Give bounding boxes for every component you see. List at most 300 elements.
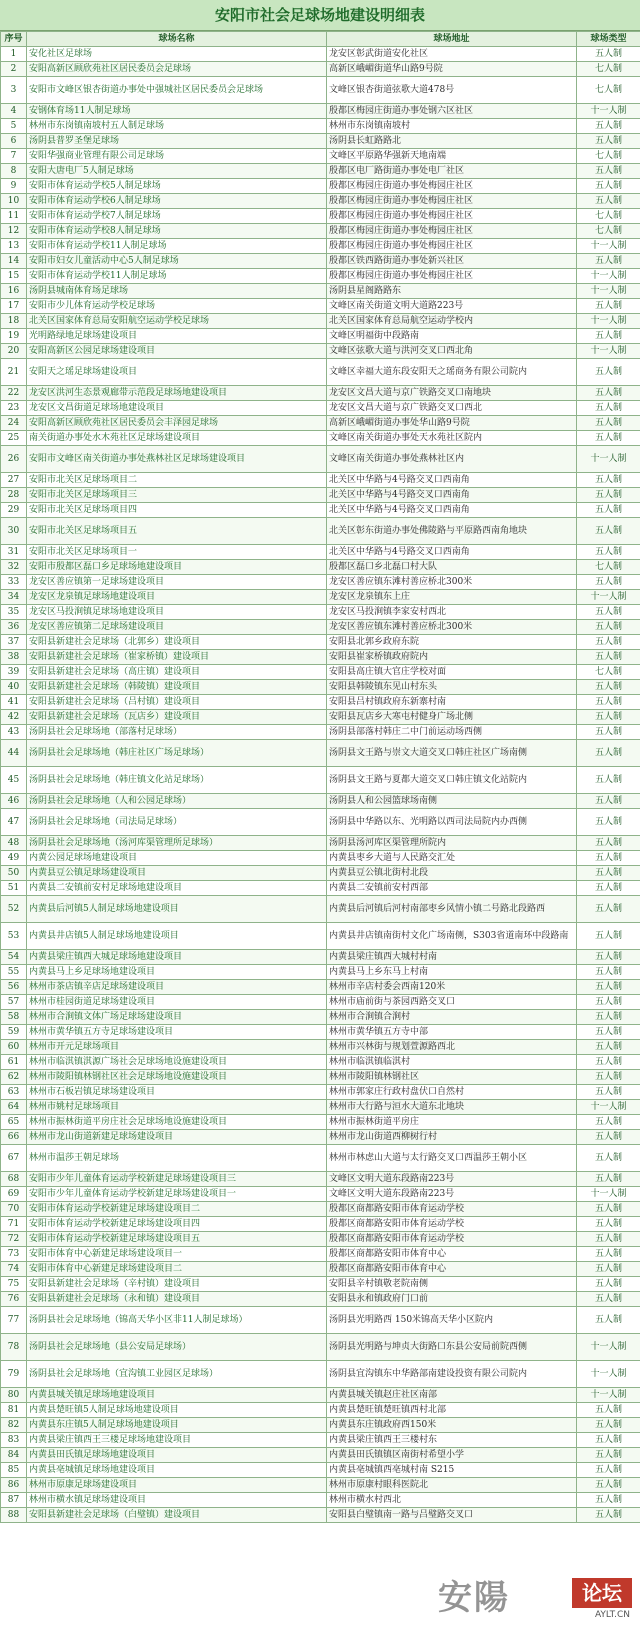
stadium-address: 殷都区商都路安阳市体育中心: [327, 1247, 577, 1262]
row-number: 20: [1, 344, 27, 359]
stadium-name: 林州市合涧镇文体广场足球场建设项目: [27, 1010, 327, 1025]
stadium-type: 五人制: [577, 401, 640, 416]
row-number: 55: [1, 965, 27, 980]
stadium-type: 五人制: [577, 416, 640, 431]
stadium-name: 安阳县新建社会足球场（白璧镇）建设项目: [27, 1508, 327, 1523]
row-number: 15: [1, 269, 27, 284]
stadium-address: 北关区中华路与4号路交叉口西南角: [327, 545, 577, 560]
header-no: 序号: [1, 32, 27, 47]
row-number: 32: [1, 560, 27, 575]
stadium-type: 五人制: [577, 1292, 640, 1307]
stadium-type: 五人制: [577, 575, 640, 590]
row-number: 57: [1, 995, 27, 1010]
stadium-type: 十一人制: [577, 284, 640, 299]
row-number: 34: [1, 590, 27, 605]
stadium-name: 林州市石板岩镇足球场建设项目: [27, 1085, 327, 1100]
stadium-address: 林州市合涧镇合涧村: [327, 1010, 577, 1025]
header-type: 球场类型: [577, 32, 640, 47]
stadium-address: 安阳县崔家桥镇政府院内: [327, 650, 577, 665]
row-number: 53: [1, 923, 27, 950]
row-number: 75: [1, 1277, 27, 1292]
stadium-name: 汤阴县社会足球场地（锦高天华小区非11人制足球场）: [27, 1307, 327, 1334]
row-number: 71: [1, 1217, 27, 1232]
row-number: 69: [1, 1187, 27, 1202]
stadium-name: 汤阴县社会足球场地（县公安局足球场）: [27, 1334, 327, 1361]
stadium-type: 五人制: [577, 1247, 640, 1262]
stadium-type: 五人制: [577, 1172, 640, 1187]
row-number: 81: [1, 1403, 27, 1418]
stadium-name: 安阳市体育中心新建足球场建设项目二: [27, 1262, 327, 1277]
stadium-type: 五人制: [577, 950, 640, 965]
stadium-type: 五人制: [577, 431, 640, 446]
watermark-url: AYLT.CN: [594, 1610, 630, 1620]
stadium-address: 汤阴县光明路西 150米锦高天华小区院内: [327, 1307, 577, 1334]
table-row: [1, 1232, 640, 1247]
stadium-type: 五人制: [577, 1493, 640, 1508]
table-row: [1, 77, 640, 104]
forum-watermark: [438, 1570, 638, 1626]
stadium-address: 汤阴县文王路与夏都大道交叉口韩庄镇文化站院内: [327, 767, 577, 794]
stadium-type: 五人制: [577, 1115, 640, 1130]
stadium-type: 五人制: [577, 1478, 640, 1493]
stadium-type: 五人制: [577, 650, 640, 665]
stadium-address: 殷都区磊口乡北磊口村大队: [327, 560, 577, 575]
stadium-address: 汤阴县人和公园篮球场南侧: [327, 794, 577, 809]
table-row: [1, 980, 640, 995]
stadium-type: 五人制: [577, 254, 640, 269]
table-row: [1, 725, 640, 740]
header-name: 球场名称: [27, 32, 327, 47]
stadium-address: 文峰区弦歌大道与洪河交叉口西北角: [327, 344, 577, 359]
stadium-name: 安阳天之瑶足球场建设项目: [27, 359, 327, 386]
stadium-address: 内黄县豆公镇北街村北段: [327, 866, 577, 881]
stadium-name: 内黄县梁庄镇西王三楼足球场地建设项目: [27, 1433, 327, 1448]
stadium-address: 安阳县高庄镇大官庄学校对面: [327, 665, 577, 680]
stadium-address: 文峰区幸福大道东段安阳天之瑶商务有限公司院内: [327, 359, 577, 386]
stadium-name: 安阳市少年儿童体育运动学校新建足球场建设项目一: [27, 1187, 327, 1202]
stadium-address: 内黄县东庄镇政府西150米: [327, 1418, 577, 1433]
stadium-type: 五人制: [577, 1448, 640, 1463]
table-row: [1, 329, 640, 344]
stadium-type: 五人制: [577, 1232, 640, 1247]
stadium-address: 安阳县永和镇政府门口前: [327, 1292, 577, 1307]
row-number: 2: [1, 62, 27, 77]
stadium-name: 汤阴县普罗圣堡足球场: [27, 134, 327, 149]
table-row: [1, 590, 640, 605]
row-number: 62: [1, 1070, 27, 1085]
table-row: [1, 635, 640, 650]
stadium-name: 安阳县新建社会足球场（崔家桥镇）建设项目: [27, 650, 327, 665]
stadium-name: 安阳高新区公园足球场建设项目: [27, 344, 327, 359]
stadium-address: 殷都区梅园庄街道办事处梅园庄社区: [327, 194, 577, 209]
stadium-name: 汤阴县社会足球场地（部落村足球场）: [27, 725, 327, 740]
row-number: 6: [1, 134, 27, 149]
stadium-name: 安阳市文峰区南关街道办事处燕林社区足球场建设项目: [27, 446, 327, 473]
row-number: 13: [1, 239, 27, 254]
stadium-type: 五人制: [577, 1277, 640, 1292]
table-row: [1, 62, 640, 77]
stadium-name: 安阳市北关区足球场项目五: [27, 518, 327, 545]
row-number: 66: [1, 1130, 27, 1145]
row-number: 83: [1, 1433, 27, 1448]
stadium-name: 安阳市体育运动学校7人制足球场: [27, 209, 327, 224]
stadium-type: 五人制: [577, 1085, 640, 1100]
stadium-type: 五人制: [577, 836, 640, 851]
table-row: [1, 194, 640, 209]
stadium-address: 龙安区善应镇东滩村善应桥北300米: [327, 620, 577, 635]
table-row: [1, 149, 640, 164]
row-number: 64: [1, 1100, 27, 1115]
table-row: [1, 1433, 640, 1448]
stadium-address: 内黄县亳城镇西亳城村南 S215: [327, 1463, 577, 1478]
stadium-address: 安阳县韩陵镇东见山村东头: [327, 680, 577, 695]
stadium-name: 安阳市北关区足球场项目一: [27, 545, 327, 560]
stadium-type: 十一人制: [577, 344, 640, 359]
table-row: [1, 1115, 640, 1130]
stadium-address: 汤阴县汤河库区渠管理所院内: [327, 836, 577, 851]
row-number: 87: [1, 1493, 27, 1508]
stadium-type: 五人制: [577, 1433, 640, 1448]
table-row: [1, 401, 640, 416]
table-row: [1, 1508, 640, 1523]
table-row: [1, 1418, 640, 1433]
stadium-address: 林州市东岗镇南坡村: [327, 119, 577, 134]
stadium-name: 安阳市妇女儿童活动中心5人制足球场: [27, 254, 327, 269]
row-number: 41: [1, 695, 27, 710]
stadium-name: 林州市温莎王朝足球场: [27, 1145, 327, 1172]
table-row: [1, 605, 640, 620]
stadium-name: 内黄县楚旺镇5人制足球场地建设项目: [27, 1403, 327, 1418]
stadium-type: 五人制: [577, 545, 640, 560]
row-number: 58: [1, 1010, 27, 1025]
stadium-type: 五人制: [577, 1508, 640, 1523]
table-row: [1, 1130, 640, 1145]
row-number: 17: [1, 299, 27, 314]
row-number: 29: [1, 503, 27, 518]
table-row: [1, 299, 640, 314]
stadium-address: 文峰区南关街道文明大道路223号: [327, 299, 577, 314]
row-number: 85: [1, 1463, 27, 1478]
table-row: [1, 1247, 640, 1262]
table-row: [1, 1403, 640, 1418]
stadium-address: 内黄县田氏镇镇区南街村希望小学: [327, 1448, 577, 1463]
row-number: 80: [1, 1388, 27, 1403]
stadium-address: 林州市大行路与洹水大道东北地块: [327, 1100, 577, 1115]
row-number: 84: [1, 1448, 27, 1463]
stadium-name: 安阳高新区顾欣苑社区居民委员会丰泽园足球场: [27, 416, 327, 431]
stadium-name: 林州市东岗镇南坡村五人制足球场: [27, 119, 327, 134]
table-row: [1, 1010, 640, 1025]
stadium-address: 殷都区梅园庄街道办事处梅园庄社区: [327, 179, 577, 194]
row-number: 4: [1, 104, 27, 119]
table-row: [1, 767, 640, 794]
stadium-address: 林州市龙山街道西柳树行村: [327, 1130, 577, 1145]
stadium-name: 安阳县新建社会足球场（北郭乡）建设项目: [27, 635, 327, 650]
stadium-type: 五人制: [577, 119, 640, 134]
stadium-name: 光明路绿地足球场建设项目: [27, 329, 327, 344]
stadium-type: 五人制: [577, 518, 640, 545]
stadium-name: 林州市龙山街道新建足球场建设项目: [27, 1130, 327, 1145]
stadium-type: 五人制: [577, 1130, 640, 1145]
row-number: 27: [1, 473, 27, 488]
row-number: 42: [1, 710, 27, 725]
stadium-address: 安阳县北郭乡政府东院: [327, 635, 577, 650]
table-row: [1, 1277, 640, 1292]
stadium-type: 七人制: [577, 149, 640, 164]
row-number: 1: [1, 47, 27, 62]
stadium-table: [0, 31, 640, 1523]
stadium-address: 林州市辛店村委会西南120米: [327, 980, 577, 995]
stadium-type: 十一人制: [577, 104, 640, 119]
header-row: [1, 32, 640, 47]
table-row: [1, 1361, 640, 1388]
row-number: 45: [1, 767, 27, 794]
table-row: [1, 650, 640, 665]
table-row: [1, 254, 640, 269]
row-number: 3: [1, 77, 27, 104]
row-number: 43: [1, 725, 27, 740]
table-row: [1, 239, 640, 254]
stadium-name: 林州市开元足球场项目: [27, 1040, 327, 1055]
table-row: [1, 1448, 640, 1463]
stadium-address: 内黄县马上乡东马上村南: [327, 965, 577, 980]
row-number: 16: [1, 284, 27, 299]
stadium-address: 文峰区银杏街道弦歌大道478号: [327, 77, 577, 104]
stadium-name: 安阳市少年儿童体育运动学校新建足球场建设项目三: [27, 1172, 327, 1187]
stadium-address: 龙安区善应镇东滩村善应桥北300米: [327, 575, 577, 590]
table-row: [1, 1217, 640, 1232]
stadium-name: 安阳市殷都区磊口乡足球场地建设项目: [27, 560, 327, 575]
row-number: 40: [1, 680, 27, 695]
stadium-name: 安阳市体育运动学校11人制足球场: [27, 269, 327, 284]
stadium-name: 龙安区龙泉镇足球场地建设项目: [27, 590, 327, 605]
stadium-address: 汤阴县部落村韩庄二中门前运动场西侧: [327, 725, 577, 740]
table-row: [1, 47, 640, 62]
table-row: [1, 794, 640, 809]
stadium-type: 五人制: [577, 1307, 640, 1334]
table-row: [1, 1202, 640, 1217]
table-row: [1, 575, 640, 590]
stadium-name: 汤阴县社会足球场地（韩庄社区广场足球场）: [27, 740, 327, 767]
stadium-type: 五人制: [577, 164, 640, 179]
stadium-type: 七人制: [577, 560, 640, 575]
table-row: [1, 1493, 640, 1508]
row-number: 52: [1, 896, 27, 923]
stadium-type: 五人制: [577, 329, 640, 344]
stadium-name: 内黄县井店镇5人制足球场地建设项目: [27, 923, 327, 950]
table-row: [1, 680, 640, 695]
row-number: 26: [1, 446, 27, 473]
row-number: 78: [1, 1334, 27, 1361]
stadium-type: 五人制: [577, 1025, 640, 1040]
row-number: 21: [1, 359, 27, 386]
table-row: [1, 695, 640, 710]
row-number: 31: [1, 545, 27, 560]
row-number: 77: [1, 1307, 27, 1334]
stadium-name: 内黄县马上乡足球场地建设项目: [27, 965, 327, 980]
stadium-address: 汤阴县星阁路路东: [327, 284, 577, 299]
stadium-address: 林州市陵阳镇林钢社区: [327, 1070, 577, 1085]
stadium-type: 五人制: [577, 794, 640, 809]
stadium-address: 林州市临淇镇临淇村: [327, 1055, 577, 1070]
stadium-address: 殷都区铁西路街道办事处新兴社区: [327, 254, 577, 269]
stadium-address: 林州市原康村眼科医院北: [327, 1478, 577, 1493]
stadium-name: 龙安区马投涧镇足球场地建设项目: [27, 605, 327, 620]
stadium-name: 林州市原康足球场建设项目: [27, 1478, 327, 1493]
stadium-type: 五人制: [577, 923, 640, 950]
stadium-address: 龙安区马投涧镇李家安村西北: [327, 605, 577, 620]
stadium-type: 七人制: [577, 77, 640, 104]
table-row: [1, 866, 640, 881]
stadium-name: 安阳市体育运动学校新建足球场建设项目二: [27, 1202, 327, 1217]
stadium-type: 七人制: [577, 209, 640, 224]
stadium-type: 五人制: [577, 710, 640, 725]
row-number: 23: [1, 401, 27, 416]
table-row: [1, 1388, 640, 1403]
row-number: 48: [1, 836, 27, 851]
table-row: [1, 1100, 640, 1115]
table-row: [1, 518, 640, 545]
stadium-name: 林州市临淇镇淇源广场社会足球场地设施建设项目: [27, 1055, 327, 1070]
row-number: 79: [1, 1361, 27, 1388]
stadium-address: 北关区中华路与4号路交叉口西南角: [327, 473, 577, 488]
table-row: [1, 473, 640, 488]
stadium-type: 五人制: [577, 1010, 640, 1025]
row-number: 25: [1, 431, 27, 446]
row-number: 28: [1, 488, 27, 503]
stadium-name: 内黄县梁庄镇西大城足球场地建设项目: [27, 950, 327, 965]
stadium-type: 五人制: [577, 179, 640, 194]
table-row: [1, 1478, 640, 1493]
stadium-address: 汤阴县中华路以东、光明路以西司法局院内办西侧: [327, 809, 577, 836]
table-row: [1, 965, 640, 980]
row-number: 38: [1, 650, 27, 665]
stadium-type: 五人制: [577, 386, 640, 401]
table-row: [1, 1307, 640, 1334]
stadium-name: 林州市陵阳镇林钢社区社会足球场地设施建设项目: [27, 1070, 327, 1085]
table-row: [1, 995, 640, 1010]
row-number: 82: [1, 1418, 27, 1433]
stadium-type: 五人制: [577, 995, 640, 1010]
table-row: [1, 1292, 640, 1307]
stadium-address: 林州市庙前街与茶园西路交叉口: [327, 995, 577, 1010]
stadium-name: 安阳大唐电厂5人制足球场: [27, 164, 327, 179]
table-row: [1, 545, 640, 560]
stadium-name: 龙安区善应镇第二足球场建设项目: [27, 620, 327, 635]
table-row: [1, 314, 640, 329]
stadium-type: 五人制: [577, 1145, 640, 1172]
stadium-address: 内黄县后河镇后河村南部枣乡风情小镇二号路北段路西: [327, 896, 577, 923]
row-number: 88: [1, 1508, 27, 1523]
stadium-name: 汤阴县社会足球场地（司法局足球场）: [27, 809, 327, 836]
stadium-address: 林州市林虑山大道与太行路交叉口西温莎王朝小区: [327, 1145, 577, 1172]
stadium-address: 高新区峨嵋街道华山路9号院: [327, 62, 577, 77]
table-row: [1, 836, 640, 851]
stadium-address: 文峰区明福街中段路南: [327, 329, 577, 344]
table-row: [1, 269, 640, 284]
stadium-name: 安阳市体育运动学校5人制足球场: [27, 179, 327, 194]
table-row: [1, 620, 640, 635]
stadium-address: 殷都区商都路安阳市体育中心: [327, 1262, 577, 1277]
table-row: [1, 488, 640, 503]
stadium-name: 安阳市体育运动学校新建足球场建设项目五: [27, 1232, 327, 1247]
stadium-address: 林州市郭家庄行政村盘伏口自然村: [327, 1085, 577, 1100]
row-number: 67: [1, 1145, 27, 1172]
table-row: [1, 446, 640, 473]
row-number: 54: [1, 950, 27, 965]
stadium-name: 内黄公园足球场地建设项目: [27, 851, 327, 866]
table-row: [1, 104, 640, 119]
stadium-name: 龙安区善应镇第一足球场建设项目: [27, 575, 327, 590]
stadium-type: 五人制: [577, 809, 640, 836]
stadium-type: 五人制: [577, 47, 640, 62]
stadium-type: 五人制: [577, 194, 640, 209]
stadium-name: 龙安区洪河生态景观廊带示范段足球场地建设项目: [27, 386, 327, 401]
stadium-address: 林州市横水村西北: [327, 1493, 577, 1508]
row-number: 59: [1, 1025, 27, 1040]
stadium-type: 五人制: [577, 980, 640, 995]
stadium-address: 殷都区梅园庄街道办事处梅园庄社区: [327, 224, 577, 239]
row-number: 63: [1, 1085, 27, 1100]
stadium-type: 五人制: [577, 1055, 640, 1070]
stadium-name: 安阳县新建社会足球场（瓦店乡）建设项目: [27, 710, 327, 725]
stadium-address: 北关区中华路与4号路交叉口西南角: [327, 503, 577, 518]
stadium-address: 殷都区商都路安阳市体育运动学校: [327, 1232, 577, 1247]
stadium-name: 南关街道办事处水木苑社区足球场建设项目: [27, 431, 327, 446]
stadium-name: 龙安区文昌街道足球场地建设项目: [27, 401, 327, 416]
table-row: [1, 710, 640, 725]
stadium-address: 汤阴县文王路与崇文大道交叉口韩庄社区广场南侧: [327, 740, 577, 767]
stadium-address: 殷都区梅园庄街道办事处梅园庄社区: [327, 239, 577, 254]
row-number: 60: [1, 1040, 27, 1055]
stadium-name: 林州市姚村足球场项目: [27, 1100, 327, 1115]
stadium-type: 五人制: [577, 866, 640, 881]
table-row: [1, 164, 640, 179]
stadium-address: 高新区峨嵋街道办事处华山路9号院: [327, 416, 577, 431]
stadium-name: 安阳市北关区足球场项目二: [27, 473, 327, 488]
row-number: 35: [1, 605, 27, 620]
stadium-name: 安阳华强商业管理有限公司足球场: [27, 149, 327, 164]
stadium-type: 五人制: [577, 473, 640, 488]
stadium-type: 五人制: [577, 134, 640, 149]
table-row: [1, 851, 640, 866]
row-number: 72: [1, 1232, 27, 1247]
table-body: [1, 47, 640, 1523]
stadium-type: 五人制: [577, 680, 640, 695]
stadium-type: 五人制: [577, 1418, 640, 1433]
stadium-address: 内黄县井店镇南街村文化广场南侧，S303省道南环中段路南: [327, 923, 577, 950]
row-number: 68: [1, 1172, 27, 1187]
stadium-name: 林州市黄华镇五方寺足球场建设项目: [27, 1025, 327, 1040]
stadium-type: 五人制: [577, 635, 640, 650]
row-number: 14: [1, 254, 27, 269]
stadium-type: 七人制: [577, 62, 640, 77]
row-number: 56: [1, 980, 27, 995]
row-number: 19: [1, 329, 27, 344]
table-row: [1, 284, 640, 299]
stadium-address: 龙安区彰武街道安化社区: [327, 47, 577, 62]
table-row: [1, 134, 640, 149]
table-row: [1, 359, 640, 386]
row-number: 39: [1, 665, 27, 680]
row-number: 73: [1, 1247, 27, 1262]
stadium-name: 内黄县豆公镇足球场建设项目: [27, 866, 327, 881]
row-number: 44: [1, 740, 27, 767]
stadium-name: 林州市桂园街道足球场建设项目: [27, 995, 327, 1010]
stadium-address: 文峰区文明大道东段路南223号: [327, 1187, 577, 1202]
table-row: [1, 1145, 640, 1172]
watermark-brand: 安陽: [438, 1578, 510, 1618]
